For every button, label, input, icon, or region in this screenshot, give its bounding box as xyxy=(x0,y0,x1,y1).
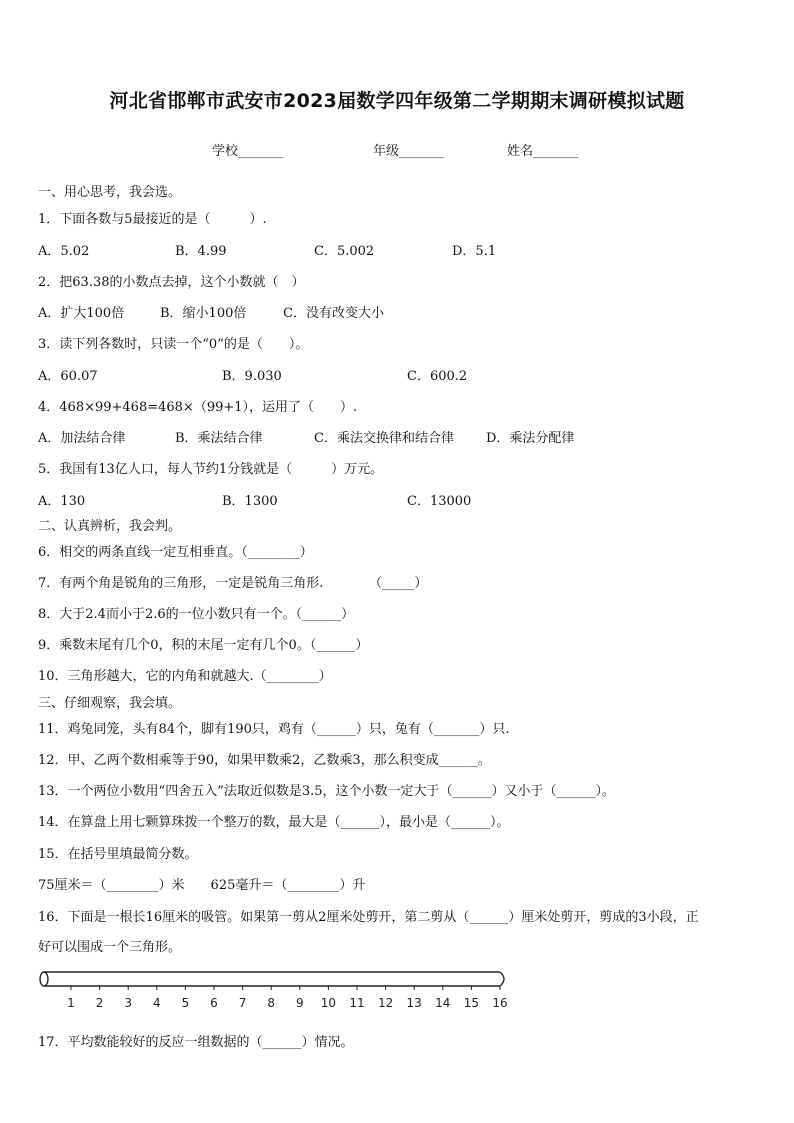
ruler-tick-label: 9 xyxy=(295,996,304,1010)
q2-option-a: A．扩大100倍 xyxy=(38,306,125,321)
ruler-tick-label: 14 xyxy=(435,996,451,1010)
question-2: 2．把63.38的小数点去掉，这个小数就（ ） xyxy=(38,275,305,290)
ruler-tick-label: 4 xyxy=(152,996,161,1010)
section-heading-1: 一、用心思考，我会选。 xyxy=(38,185,182,200)
q4-option-a: A．加法结合律 xyxy=(38,431,126,446)
q1-option-d: D．5.1 xyxy=(452,244,497,259)
name-field: 姓名_______ xyxy=(507,144,579,159)
q3-option-b: B．9.030 xyxy=(222,369,282,384)
question-10: 10．三角形越大，它的内角和就越大.（________） xyxy=(38,669,332,684)
q2-option-c: C．没有改变大小 xyxy=(283,306,384,321)
ruler-tick-label: 16 xyxy=(492,996,508,1010)
question-13: 13．一个两位小数用“四舍五入”法取近似数是3.5，这个小数一定大于（______）又小于（______）。 xyxy=(38,784,616,799)
ruler-tick-label: 15 xyxy=(463,996,480,1010)
question-6: 6．相交的两条直线一定互相垂直。（________） xyxy=(38,545,313,560)
q2-option-b: B．缩小100倍 xyxy=(160,306,247,321)
question-4: 4．468×99+468=468×（99+1），运用了（ ）. xyxy=(38,400,358,415)
ruler-tick-label: 8 xyxy=(267,996,276,1010)
ruler-tick-label: 3 xyxy=(124,996,133,1010)
q1-option-c: C．5.002 xyxy=(314,244,375,259)
question-17: 17．平均数能较好的反应一组数据的（______）情况。 xyxy=(38,1035,354,1050)
q4-option-b: B．乘法结合律 xyxy=(175,431,263,446)
question-15-blanks: 75厘米＝（________）米 625毫升＝（________）升 xyxy=(38,878,366,893)
ruler-tick-label: 2 xyxy=(95,996,104,1010)
q5-option-b: B．1300 xyxy=(222,494,278,509)
ruler-tick-label: 1 xyxy=(67,996,75,1010)
question-15: 15．在括号里填最简分数。 xyxy=(38,847,198,862)
question-14: 14．在算盘上用七颗算珠拨一个整万的数，最大是（______），最小是（______）。 xyxy=(38,815,510,830)
section-heading-3: 三、仔细观察，我会填。 xyxy=(38,696,182,711)
question-11: 11．鸡兔同笼，头有84个，脚有190只，鸡有（______）只，兔有（_______）只. xyxy=(38,722,510,737)
q4-option-d: D．乘法分配律 xyxy=(486,431,575,446)
q1-option-a: A．5.02 xyxy=(38,244,90,259)
ruler-tick-label: 7 xyxy=(238,996,247,1010)
grade-field: 年级_______ xyxy=(373,144,445,159)
school-field: 学校_______ xyxy=(212,144,284,159)
question-12: 12．甲、乙两个数相乘等于90，如果甲数乘2，乙数乘3，那么积变成______。 xyxy=(38,753,491,768)
ruler-tick-label: 12 xyxy=(377,996,394,1010)
exam-title: 河北省邯郸市武安市2023届数学四年级第二学期期末调研模拟试题 xyxy=(109,90,685,112)
q5-option-c: C．13000 xyxy=(407,494,472,509)
question-3: 3．读下列各数时，只读一个“0”的是（ ）。 xyxy=(38,337,309,352)
question-7: 7．有两个角是锐角的三角形，一定是锐角三角形. （_____） xyxy=(38,576,428,591)
q4-option-c: C．乘法交换律和结合律 xyxy=(314,431,454,446)
question-8: 8．大于2.4而小于2.6的一位小数只有一个。（______） xyxy=(38,607,355,622)
question-16-line-2: 好可以围成一个三角形。 xyxy=(38,940,182,955)
question-5: 5．我国有13亿人口，每人节约1分钱就是（ ）万元。 xyxy=(38,462,384,477)
q3-option-c: C．600.2 xyxy=(407,369,468,384)
question-1: 1．下面各数与5最接近的是（ ）. xyxy=(38,212,267,227)
section-heading-2: 二、认真辨析，我会判。 xyxy=(38,519,182,534)
q1-option-b: B．4.99 xyxy=(175,244,227,259)
ruler-tick-label: 11 xyxy=(349,996,365,1010)
q3-option-a: A．60.07 xyxy=(38,369,98,384)
ruler-tick-label: 13 xyxy=(406,996,422,1010)
ruler-tick-label: 6 xyxy=(210,996,218,1010)
q5-option-a: A．130 xyxy=(38,494,86,509)
ruler-tick-label: 10 xyxy=(320,996,337,1010)
straw-ruler-figure xyxy=(34,966,514,1016)
question-9: 9．乘数末尾有几个0，积的末尾一定有几个0。（______） xyxy=(38,638,369,653)
ruler-tick-label: 5 xyxy=(181,996,190,1010)
question-16-line-1: 16．下面是一根长16厘米的吸管。如果第一剪从2厘米处剪开，第二剪从（______）厘米处剪开，剪成的3小段，正 xyxy=(38,910,699,925)
